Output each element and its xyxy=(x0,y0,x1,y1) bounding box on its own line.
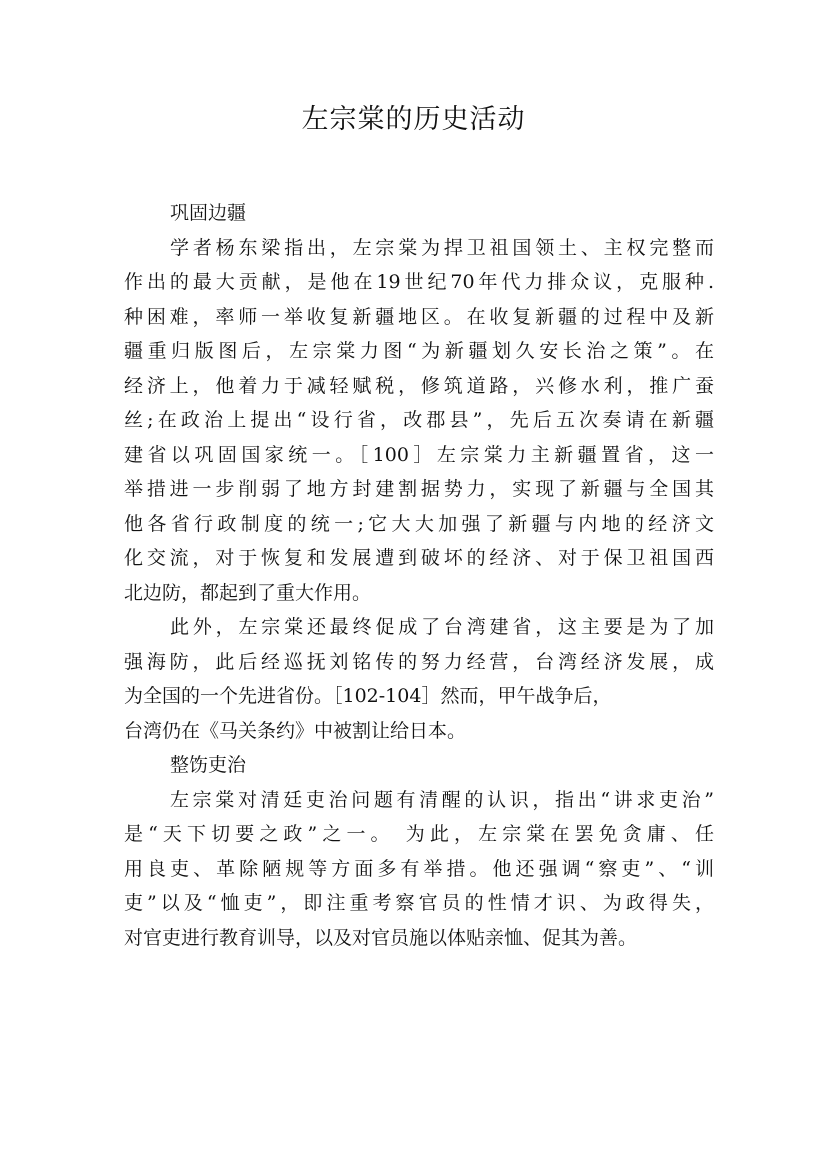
section-heading: 巩固边疆 xyxy=(170,202,247,224)
text-line: 种困难，率师一举收复新疆地区。在收复新疆的过程中及新 xyxy=(124,305,714,328)
text-line: 学者杨东梁指出，左宗棠为捍卫祖国领土、主权完整而 xyxy=(170,236,714,259)
text-line: 强海防，此后经巡抚刘铭传的努力经营，台湾经济发展，成 xyxy=(124,650,714,673)
text-line: 是“天下切要之政”之一。 为此，左宗棠在罢免贪庸、任 xyxy=(124,823,714,845)
paragraph xyxy=(124,610,714,748)
text-line: 用良吏、革除陋规等方面多有举措。他还强调“察吏”、“训 xyxy=(124,857,714,880)
text-line: 举措进一步削弱了地方封建割据势力，实现了新疆与全国其 xyxy=(124,478,714,500)
text-line: 对官吏进行教育训导，以及对官员施以体贴亲恤、促其为善。 xyxy=(124,926,638,949)
text-line: 化交流，对于恢复和发展遭到破坏的经济、对于保卫祖国西 xyxy=(124,547,714,569)
text-line: 吏”以及“恤吏”，即注重考察官员的性情才识、为政得失， xyxy=(124,892,714,914)
text-line: 建省以巩固国家统一。［100］左宗棠力主新疆置省，这一 xyxy=(124,443,714,466)
section-heading: 整饬吏治 xyxy=(170,754,247,776)
paragraph xyxy=(124,783,714,956)
text-line: 经济上，他着力于减轻赋税，修筑道路，兴修水利，推广蚕 xyxy=(124,374,714,397)
text-line: 他各省行政制度的统一;它大大加强了新疆与内地的经济文 xyxy=(124,512,714,535)
document-title: 左宗棠的历史活动 xyxy=(301,104,526,135)
text-line: 北边防，都起到了重大作用。 xyxy=(124,581,372,604)
document-body xyxy=(124,196,714,955)
paragraph xyxy=(124,231,714,611)
text-line: 疆重归版图后，左宗棠力图“为新疆划久安长治之策”。在 xyxy=(124,340,714,362)
text-line: 台湾仍在《马关条约》中被割让给日本。 xyxy=(124,719,467,742)
text-line: 此外，左宗棠还最终促成了台湾建省，这主要是为了加 xyxy=(170,616,714,638)
text-line: 左宗棠对清廷吏治问题有清醒的认识，指出“讲求吏治” xyxy=(170,788,714,811)
text-line: 丝;在政治上提出“设行省，改郡县”，先后五次奏请在新疆 xyxy=(124,409,714,431)
text-line: 为全国的一个先进省份。［102-104］然而，甲午战争后， xyxy=(124,685,612,707)
text-line: 作出的最大贡献，是他在19世纪70年代力排众议，克服种. xyxy=(124,271,714,293)
